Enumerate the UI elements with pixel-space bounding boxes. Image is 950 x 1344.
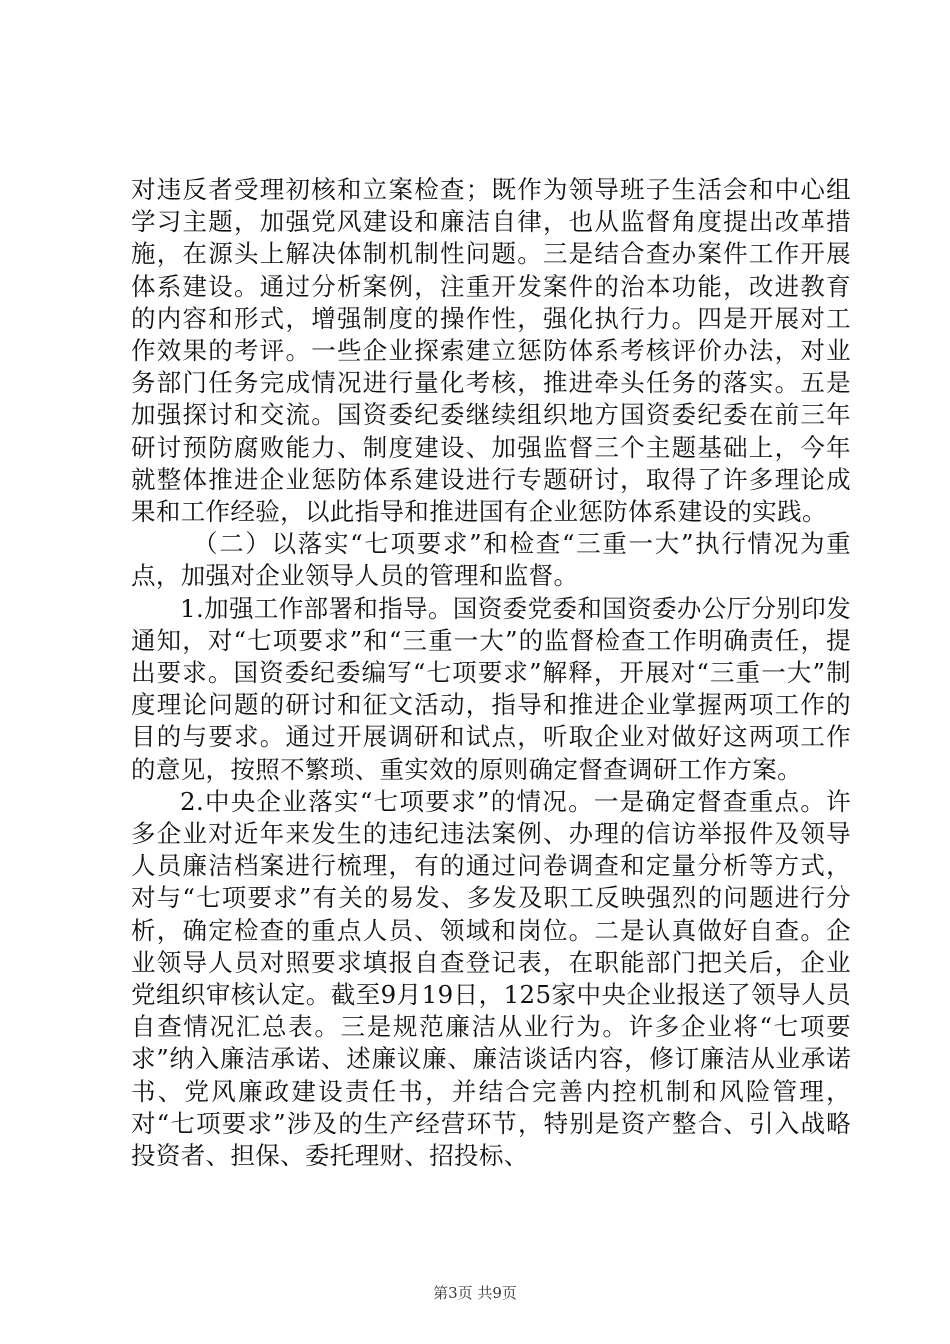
page-footer: 第3页 共9页: [433, 1284, 517, 1302]
document-body: [131, 174, 851, 1172]
paragraph-continued: 对违反者受理初核和立案检查；既作为领导班子生活会和中心组学习主题，加强党风建设和廉洁自律，也从监督角度提出改革措施，在源头上解决体制机制性问题。三是结合查办案件工作开展体系建设。通过分析案例，注重开发案件的治本功能，改进教育的内容和形式，增强制度的操作性，强化执行力。四是开展对工作效果的考评。一些企业探索建立惩防体系考核评价办法，对业务部门任务完成情况进行量化考核，推进牵头任务的落实。五是加强探讨和交流。国资委纪委继续组织地方国资委纪委在前三年研讨预防腐败能力、制度建设、加强监督三个主题基础上，今年就整体推进企业惩防体系建设进行专题研讨，取得了许多理论成果和工作经验，以此指导和推进国有企业惩防体系建设的实践。: [131, 175, 851, 527]
section-heading: （二）以落实“七项要求”和检查“三重一大”执行情况为重点，加强对企业领导人员的管理和监督。: [131, 529, 851, 591]
paragraph-item-1: 1.加强工作部署和指导。国资委党委和国资委办公厅分别印发通知，对“七项要求”和“三重一大”的监督检查工作明确责任，提出要求。国资委纪委编写“七项要求”解释，开展对“三重一大”制度理论问题的研讨和征文活动，指导和推进企业掌握两项工作的目的与要求。通过开展调研和试点，听取企业对做好这两项工作的意见，按照不繁琐、重实效的原则确定督查调研工作方案。: [131, 593, 851, 784]
paragraph-item-2: 2.中央企业落实“七项要求”的情况。一是确定督查重点。许多企业对近年来发生的违纪违法案例、办理的信访举报件及领导人员廉洁档案进行梳理，有的通过问卷调查和定量分析等方式，对与“七项要求”有关的易发、多发及职工反映强烈的问题进行分析，确定检查的重点人员、领域和岗位。二是认真做好自查。企业领导人员对照要求填报自查登记表，在职能部门把关后，企业党组织审核认定。截至9月19日，125家中央企业报送了领导人员自查情况汇总表。三是规范廉洁从业行为。许多企业将“七项要求”纳入廉洁承诺、述廉议廉、廉洁谈话内容，修订廉洁从业承诺书、党风廉政建设责任书，并结合完善内控机制和风险管理，对“七项要求”涉及的生产经营环节，特别是资产整合、引入战略投资者、担保、委托理财、招投标、: [131, 786, 851, 1171]
